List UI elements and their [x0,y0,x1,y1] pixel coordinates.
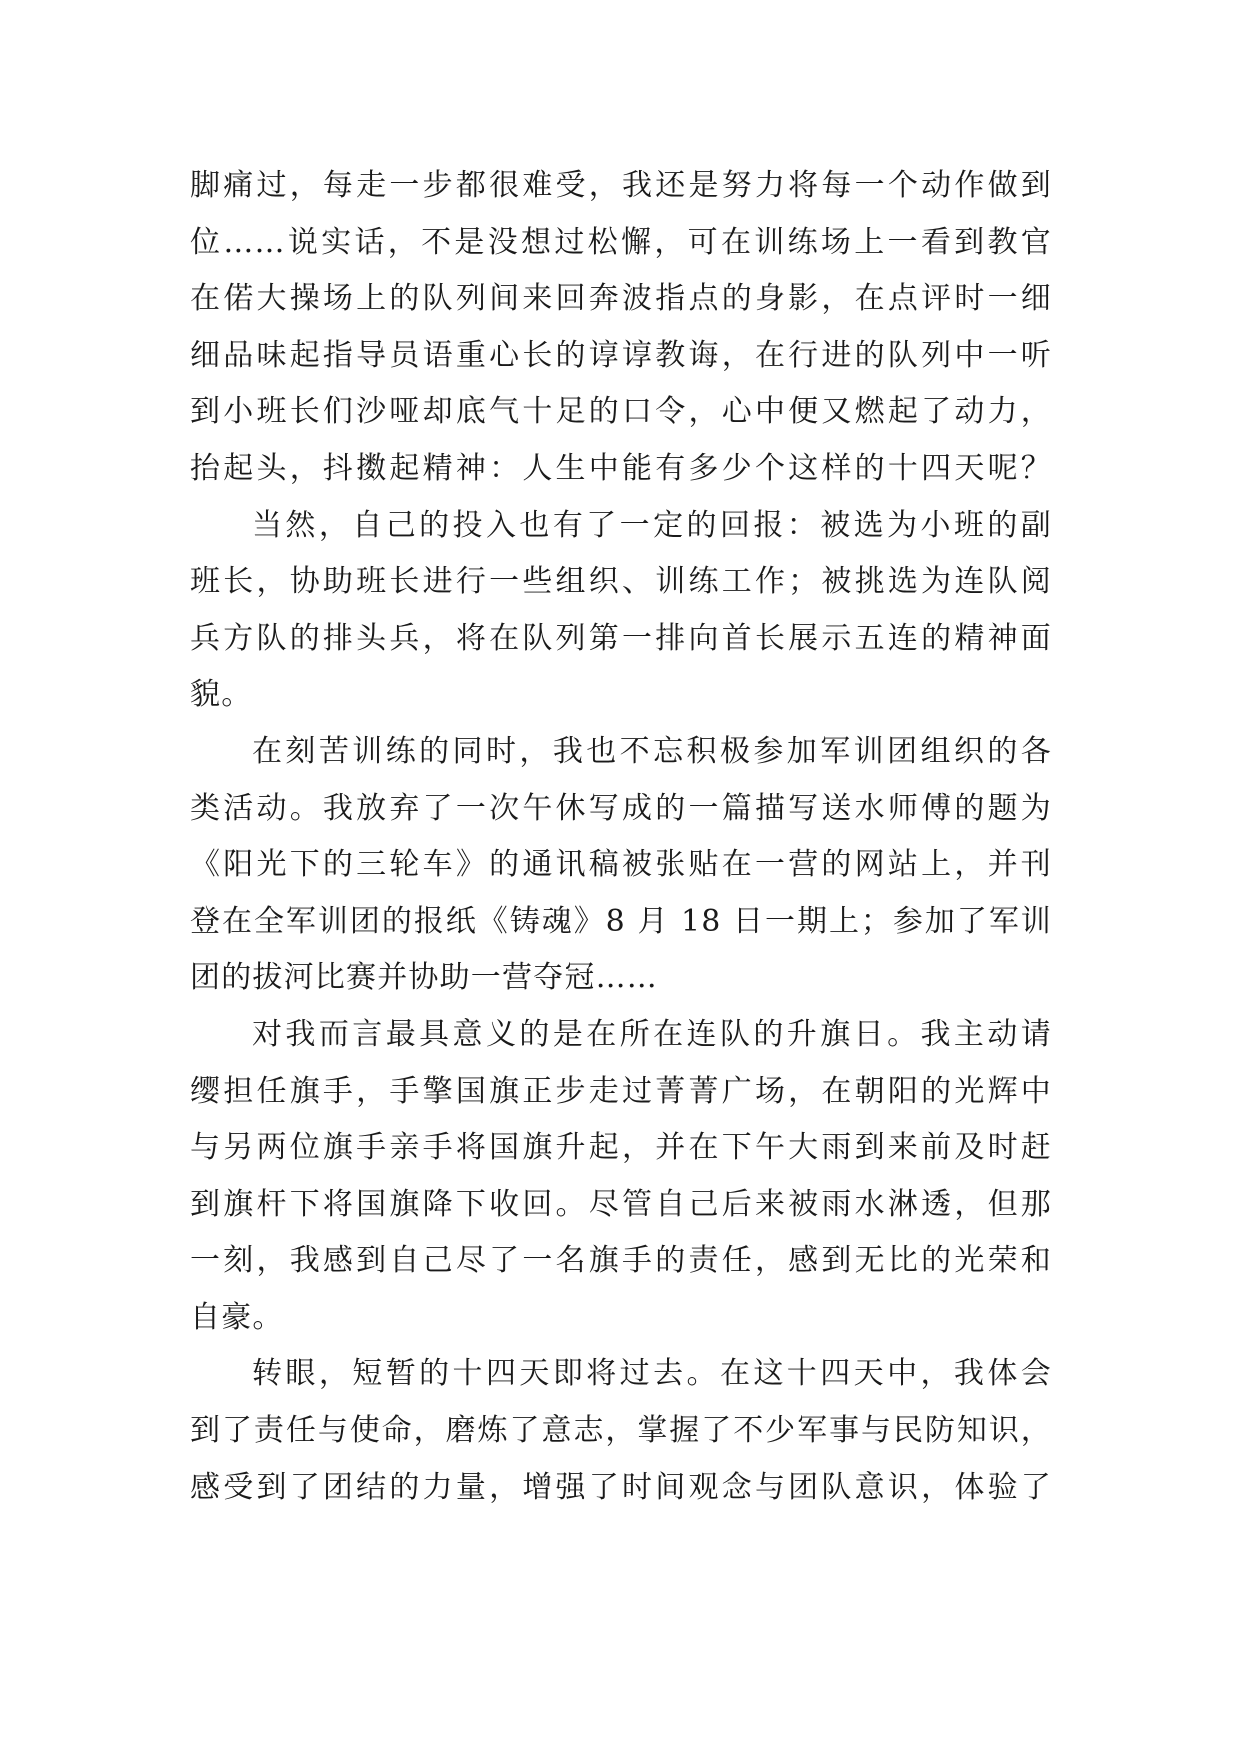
text-line: 对我而言最具意义的是在所在连队的升旗日。我主动请 [252,1016,1052,1052]
text-line: 貌。 [190,677,253,713]
text-line: 到小班长们沙哑却底气十足的口令，心中便又燃起了动力， [190,394,1052,430]
text-line: 兵方队的排头兵，将在队列第一排向首长展示五连的精神面 [190,620,1052,656]
text-line: 类活动。我放弃了一次午休写成的一篇描写送水师傅的题为 [190,790,1052,826]
text-line: 转眼，短暂的十四天即将过去。在这十四天中，我体会 [252,1356,1052,1392]
text-line: 抬起头，抖擞起精神：人生中能有多少个这样的十四天呢？ [190,450,1052,486]
text-line: 感受到了团结的力量，增强了时间观念与团队意识，体验了 [190,1469,1052,1505]
text-line: 脚痛过，每走一步都很难受，我还是努力将每一个动作做到 [190,168,1052,203]
text-line: 与另两位旗手亲手将国旗升起，并在下午大雨到来前及时赶 [190,1130,1052,1166]
text-line: 在偌大操场上的队列间来回奔波指点的身影，在点评时一细 [190,281,1052,317]
text-line: 细品味起指导员语重心长的谆谆教诲，在行进的队列中一听 [190,337,1052,373]
text-line: 团的拔河比赛并协助一营夺冠…… [190,960,658,996]
text-line: 班长，协助班长进行一些组织、训练工作；被挑选为连队阅 [190,564,1052,600]
text-line: 《阳光下的三轮车》的通讯稿被张贴在一营的网站上，并刊 [190,847,1052,883]
text-line: 在刻苦训练的同时，我也不忘积极参加军训团组织的各 [252,733,1052,769]
text-line: 到旗杆下将国旗降下收回。尽管自己后来被雨水淋透，但那 [190,1186,1052,1222]
text-line: 一刻，我感到自己尽了一名旗手的责任，感到无比的光荣和 [190,1243,1052,1279]
text-line: 登在全军训团的报纸《铸魂》8 月 18 日一期上；参加了军训 [190,903,1052,939]
text-line: 缨担任旗手，手擎国旗正步走过菁菁广场，在朝阳的光辉中 [190,1073,1052,1109]
text-line: 自豪。 [190,1299,284,1335]
text-line: 当然，自己的投入也有了一定的回报：被选为小班的副 [252,507,1052,543]
text-line: 位……说实话，不是没想过松懈，可在训练场上一看到教官 [190,224,1052,260]
body-text [190,158,1052,1516]
text-line: 到了责任与使命，磨炼了意志，掌握了不少军事与民防知识， [190,1413,1052,1449]
